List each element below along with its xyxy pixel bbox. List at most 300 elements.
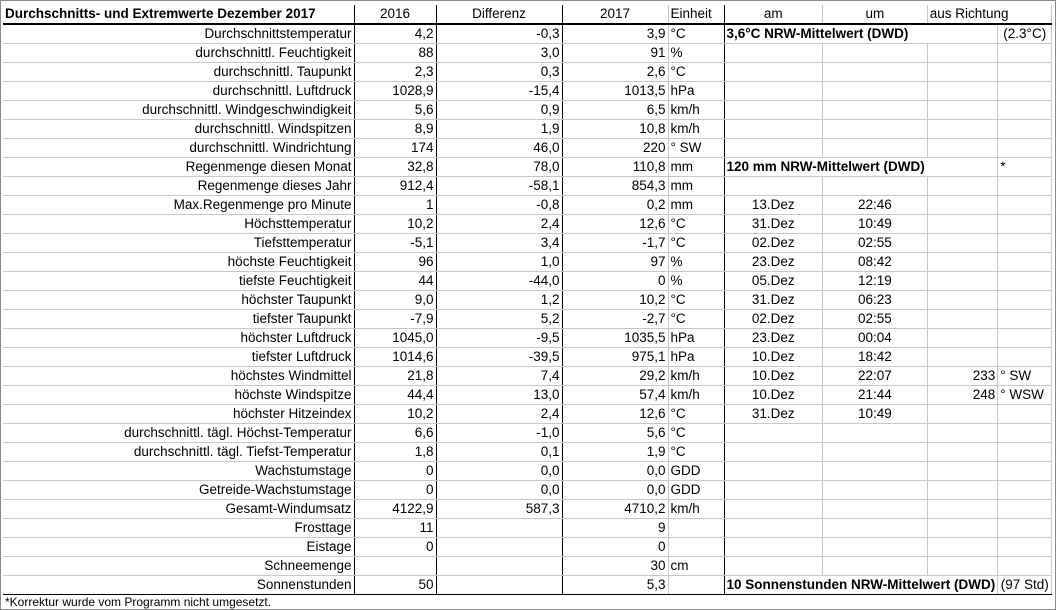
- value-unit: °C: [668, 424, 724, 443]
- value-2017: 97: [562, 253, 668, 272]
- value-date: 10.Dez: [724, 367, 823, 386]
- header-difference: Differenz: [436, 5, 562, 24]
- empty-cell: [927, 538, 997, 557]
- value-date: [724, 462, 823, 481]
- value-time: 02:55: [823, 234, 928, 253]
- empty-cell: [998, 253, 1052, 272]
- row-label: Frosttage: [3, 519, 354, 538]
- table-row: [3, 63, 1052, 82]
- direction-note: (97 Std): [998, 576, 1052, 595]
- value-2016: 1: [354, 196, 436, 215]
- empty-cell: [927, 557, 997, 576]
- row-label: durchschnittl. Luftdruck: [3, 82, 354, 101]
- value-difference: 0,1: [436, 443, 562, 462]
- value-time: [823, 462, 928, 481]
- row-label: durchschnittl. tägl. Höchst-Temperatur: [3, 424, 354, 443]
- row-label: tiefster Taupunkt: [3, 310, 354, 329]
- value-2016: -7,9: [354, 310, 436, 329]
- empty-cell: [998, 557, 1052, 576]
- row-label: Höchsttemperatur: [3, 215, 354, 234]
- value-2016: 0: [354, 462, 436, 481]
- value-2017: 0,0: [562, 462, 668, 481]
- value-time: 10:49: [823, 215, 928, 234]
- table-row: [3, 215, 1052, 234]
- value-2016: 96: [354, 253, 436, 272]
- value-date: [724, 177, 823, 196]
- row-label: Durchschnittstemperatur: [3, 24, 354, 44]
- dwd-note: 10 Sonnenstunden NRW-Mittelwert (DWD): [724, 576, 998, 595]
- empty-cell: [927, 424, 997, 443]
- value-2017: 220: [562, 139, 668, 158]
- value-difference: -39,5: [436, 348, 562, 367]
- value-2017: 6,5: [562, 101, 668, 120]
- value-time: [823, 519, 928, 538]
- empty-cell: [998, 82, 1052, 101]
- row-label: höchster Taupunkt: [3, 291, 354, 310]
- header-am: am: [724, 5, 823, 24]
- value-2017: 10,8: [562, 120, 668, 139]
- direction-text: ° WSW: [998, 386, 1052, 405]
- value-unit: hPa: [668, 348, 724, 367]
- value-difference: -44,0: [436, 272, 562, 291]
- value-difference: 7,4: [436, 367, 562, 386]
- value-time: [823, 44, 928, 63]
- empty-cell: [998, 120, 1052, 139]
- value-2016: 1028,9: [354, 82, 436, 101]
- value-2016: 44: [354, 272, 436, 291]
- table-row: [3, 538, 1052, 557]
- table-row: [3, 158, 1052, 177]
- value-unit: hPa: [668, 329, 724, 348]
- table-row: [3, 367, 1052, 386]
- value-unit: %: [668, 253, 724, 272]
- value-2017: 29,2: [562, 367, 668, 386]
- value-unit: km/h: [668, 101, 724, 120]
- value-date: [724, 538, 823, 557]
- value-unit: mm: [668, 196, 724, 215]
- value-date: [724, 139, 823, 158]
- value-time: [823, 538, 928, 557]
- value-difference: [436, 576, 562, 595]
- empty-cell: [998, 63, 1052, 82]
- value-difference: 0,3: [436, 63, 562, 82]
- footnote: *Korrektur wurde vom Programm nicht umgesetzt.: [5, 595, 272, 609]
- row-label: durchschnittl. Windgeschwindigkeit: [3, 101, 354, 120]
- value-2017: -1,7: [562, 234, 668, 253]
- table-row: [3, 177, 1052, 196]
- direction-note: (2.3°C): [998, 24, 1052, 44]
- value-difference: -1,0: [436, 424, 562, 443]
- value-date: 05.Dez: [724, 272, 823, 291]
- direction-text: ° SW: [998, 367, 1052, 386]
- value-time: [823, 481, 928, 500]
- row-label: höchstes Windmittel: [3, 367, 354, 386]
- value-time: [823, 101, 928, 120]
- value-2017: 0: [562, 272, 668, 291]
- value-date: [724, 63, 823, 82]
- value-unit: [668, 576, 724, 595]
- empty-cell: [998, 519, 1052, 538]
- value-time: [823, 63, 928, 82]
- value-2016: 1014,6: [354, 348, 436, 367]
- value-time: 06:23: [823, 291, 928, 310]
- row-label: Schneemenge: [3, 557, 354, 576]
- row-label: durchschnittl. Taupunkt: [3, 63, 354, 82]
- table-row: [3, 82, 1052, 101]
- row-label: höchster Hitzeindex: [3, 405, 354, 424]
- value-unit: °C: [668, 310, 724, 329]
- value-date: [724, 557, 823, 576]
- value-time: [823, 443, 928, 462]
- table-row: [3, 44, 1052, 63]
- value-unit: %: [668, 44, 724, 63]
- value-time: 00:04: [823, 329, 928, 348]
- value-difference: 0,0: [436, 481, 562, 500]
- value-unit: %: [668, 272, 724, 291]
- empty-cell: [927, 329, 997, 348]
- empty-cell: [998, 196, 1052, 215]
- row-label: Max.Regenmenge pro Minute: [3, 196, 354, 215]
- value-difference: -15,4: [436, 82, 562, 101]
- value-difference: 587,3: [436, 500, 562, 519]
- value-2016: 4122,9: [354, 500, 436, 519]
- value-unit: km/h: [668, 367, 724, 386]
- empty-cell: [998, 272, 1052, 291]
- value-2016: [354, 557, 436, 576]
- value-2017: 0,0: [562, 481, 668, 500]
- value-unit: km/h: [668, 500, 724, 519]
- value-2017: 110,8: [562, 158, 668, 177]
- value-date: 31.Dez: [724, 291, 823, 310]
- value-2016: 21,8: [354, 367, 436, 386]
- table-row: [3, 291, 1052, 310]
- row-label: tiefster Luftdruck: [3, 348, 354, 367]
- value-time: 10:49: [823, 405, 928, 424]
- row-label: Regenmenge diesen Monat: [3, 158, 354, 177]
- value-time: [823, 177, 928, 196]
- value-2017: 1035,5: [562, 329, 668, 348]
- value-2017: 9: [562, 519, 668, 538]
- value-2017: 5,3: [562, 576, 668, 595]
- table-row: [3, 253, 1052, 272]
- empty-cell: [927, 253, 997, 272]
- empty-cell: [927, 405, 997, 424]
- value-unit: ° SW: [668, 139, 724, 158]
- value-2017: 12,6: [562, 215, 668, 234]
- value-difference: 0,9: [436, 101, 562, 120]
- row-label: höchste Windspitze: [3, 386, 354, 405]
- value-2017: 0: [562, 538, 668, 557]
- value-unit: km/h: [668, 386, 724, 405]
- value-2016: 44,4: [354, 386, 436, 405]
- value-date: [724, 443, 823, 462]
- row-label: höchste Feuchtigkeit: [3, 253, 354, 272]
- table-row: [3, 443, 1052, 462]
- empty-cell: [927, 272, 997, 291]
- value-unit: hPa: [668, 82, 724, 101]
- header-um: um: [823, 5, 928, 24]
- table-row: [3, 424, 1052, 443]
- table-row: [3, 234, 1052, 253]
- value-difference: 2,4: [436, 215, 562, 234]
- value-2017: 57,4: [562, 386, 668, 405]
- value-time: 21:44: [823, 386, 928, 405]
- value-date: [724, 424, 823, 443]
- header-2016: 2016: [354, 5, 436, 24]
- value-2016: 50: [354, 576, 436, 595]
- row-label: durchschnittl. Windspitzen: [3, 120, 354, 139]
- row-label: durchschnittl. tägl. Tiefst-Temperatur: [3, 443, 354, 462]
- table-row: [3, 500, 1052, 519]
- value-unit: [668, 538, 724, 557]
- empty-cell: [927, 234, 997, 253]
- value-unit: °C: [668, 405, 724, 424]
- empty-cell: [927, 215, 997, 234]
- value-2016: 10,2: [354, 405, 436, 424]
- dwd-note: 120 mm NRW-Mittelwert (DWD): [724, 158, 998, 177]
- empty-cell: [998, 462, 1052, 481]
- value-time: 22:46: [823, 196, 928, 215]
- value-time: [823, 120, 928, 139]
- empty-cell: [927, 481, 997, 500]
- value-difference: -9,5: [436, 329, 562, 348]
- empty-cell: [927, 139, 997, 158]
- weather-table: [3, 5, 1052, 595]
- value-time: 18:42: [823, 348, 928, 367]
- row-label: durchschnittl. Windrichtung: [3, 139, 354, 158]
- value-2016: 174: [354, 139, 436, 158]
- header-unit: Einheit: [668, 5, 724, 24]
- value-date: 02.Dez: [724, 234, 823, 253]
- empty-cell: [998, 215, 1052, 234]
- value-difference: [436, 557, 562, 576]
- direction-degrees: 248: [927, 386, 997, 405]
- empty-cell: [998, 101, 1052, 120]
- row-label: durchschnittl. Feuchtigkeit: [3, 44, 354, 63]
- value-2016: 6,6: [354, 424, 436, 443]
- value-difference: 13,0: [436, 386, 562, 405]
- value-difference: 1,9: [436, 120, 562, 139]
- value-unit: km/h: [668, 120, 724, 139]
- row-label: Getreide-Wachstumstage: [3, 481, 354, 500]
- value-2017: 854,3: [562, 177, 668, 196]
- table-row: [3, 348, 1052, 367]
- value-2017: 12,6: [562, 405, 668, 424]
- table-row: [3, 139, 1052, 158]
- value-time: 12:19: [823, 272, 928, 291]
- value-date: 23.Dez: [724, 329, 823, 348]
- value-2017: 30: [562, 557, 668, 576]
- value-time: [823, 82, 928, 101]
- table-row: [3, 557, 1052, 576]
- header-2017: 2017: [562, 5, 668, 24]
- table-row: [3, 24, 1052, 44]
- empty-cell: [998, 443, 1052, 462]
- table-row: [3, 519, 1052, 538]
- value-unit: [668, 519, 724, 538]
- value-date: [724, 44, 823, 63]
- value-date: [724, 481, 823, 500]
- row-label: Wachstumstage: [3, 462, 354, 481]
- empty-cell: [927, 82, 997, 101]
- table-row: [3, 101, 1052, 120]
- value-2017: -2,7: [562, 310, 668, 329]
- row-label: Sonnenstunden: [3, 576, 354, 595]
- value-2016: 912,4: [354, 177, 436, 196]
- value-time: [823, 500, 928, 519]
- table-row: [3, 462, 1052, 481]
- value-2016: 8,9: [354, 120, 436, 139]
- empty-cell: [927, 443, 997, 462]
- value-unit: °C: [668, 24, 724, 44]
- empty-cell: [927, 348, 997, 367]
- empty-cell: [998, 44, 1052, 63]
- value-date: [724, 82, 823, 101]
- value-2017: 2,6: [562, 63, 668, 82]
- value-2017: 91: [562, 44, 668, 63]
- table-row: [3, 405, 1052, 424]
- table-row: [3, 120, 1052, 139]
- value-difference: 78,0: [436, 158, 562, 177]
- direction-degrees: 233: [927, 367, 997, 386]
- value-difference: 1,2: [436, 291, 562, 310]
- value-date: 10.Dez: [724, 348, 823, 367]
- value-difference: -0,8: [436, 196, 562, 215]
- row-label: Regenmenge dieses Jahr: [3, 177, 354, 196]
- value-time: [823, 557, 928, 576]
- header-direction: aus Richtung: [927, 5, 1051, 24]
- empty-cell: [927, 120, 997, 139]
- value-2016: 2,3: [354, 63, 436, 82]
- empty-cell: [927, 310, 997, 329]
- value-2016: 10,2: [354, 215, 436, 234]
- value-difference: 3,4: [436, 234, 562, 253]
- value-difference: 1,0: [436, 253, 562, 272]
- value-2016: 0: [354, 538, 436, 557]
- empty-cell: [998, 405, 1052, 424]
- empty-cell: [927, 462, 997, 481]
- empty-cell: [927, 177, 997, 196]
- table-row: [3, 310, 1052, 329]
- empty-cell: [927, 63, 997, 82]
- table-row: [3, 196, 1052, 215]
- value-date: [724, 101, 823, 120]
- value-time: [823, 424, 928, 443]
- value-unit: °C: [668, 291, 724, 310]
- empty-cell: [998, 310, 1052, 329]
- value-unit: °C: [668, 443, 724, 462]
- value-unit: °C: [668, 215, 724, 234]
- value-2016: -5,1: [354, 234, 436, 253]
- value-2017: 10,2: [562, 291, 668, 310]
- value-difference: -58,1: [436, 177, 562, 196]
- value-difference: 3,0: [436, 44, 562, 63]
- row-label: höchster Luftdruck: [3, 329, 354, 348]
- table-title: Durchschnitts- und Extremwerte Dezember 2017: [3, 5, 354, 24]
- value-2017: 1013,5: [562, 82, 668, 101]
- empty-cell: [998, 500, 1052, 519]
- value-2017: 5,6: [562, 424, 668, 443]
- value-unit: GDD: [668, 481, 724, 500]
- header-row: [3, 5, 1052, 24]
- value-2016: 88: [354, 44, 436, 63]
- table-row: [3, 386, 1052, 405]
- empty-cell: [998, 177, 1052, 196]
- empty-cell: [998, 424, 1052, 443]
- value-date: [724, 500, 823, 519]
- empty-cell: [927, 500, 997, 519]
- table-row: [3, 329, 1052, 348]
- empty-cell: [998, 348, 1052, 367]
- value-unit: cm: [668, 557, 724, 576]
- empty-cell: [998, 139, 1052, 158]
- empty-cell: [998, 329, 1052, 348]
- value-difference: 0,0: [436, 462, 562, 481]
- empty-cell: [998, 481, 1052, 500]
- value-time: 22:07: [823, 367, 928, 386]
- row-label: Tiefsttemperatur: [3, 234, 354, 253]
- value-unit: °C: [668, 234, 724, 253]
- value-difference: [436, 538, 562, 557]
- value-unit: GDD: [668, 462, 724, 481]
- value-2017: 975,1: [562, 348, 668, 367]
- value-2016: 11: [354, 519, 436, 538]
- value-date: 10.Dez: [724, 386, 823, 405]
- empty-cell: [927, 101, 997, 120]
- empty-cell: [998, 538, 1052, 557]
- value-2016: 1045,0: [354, 329, 436, 348]
- value-2017: 3,9: [562, 24, 668, 44]
- value-date: 02.Dez: [724, 310, 823, 329]
- value-difference: [436, 519, 562, 538]
- dwd-note: 3,6°C NRW-Mittelwert (DWD): [724, 24, 998, 44]
- value-time: 08:42: [823, 253, 928, 272]
- table-row: [3, 576, 1052, 595]
- value-2017: 1,9: [562, 443, 668, 462]
- value-2016: 4,2: [354, 24, 436, 44]
- value-date: 23.Dez: [724, 253, 823, 272]
- value-date: [724, 519, 823, 538]
- empty-cell: [927, 291, 997, 310]
- empty-cell: [927, 44, 997, 63]
- empty-cell: [927, 196, 997, 215]
- value-difference: 46,0: [436, 139, 562, 158]
- value-date: 13.Dez: [724, 196, 823, 215]
- value-difference: 5,2: [436, 310, 562, 329]
- value-date: [724, 120, 823, 139]
- value-date: 31.Dez: [724, 215, 823, 234]
- empty-cell: [998, 291, 1052, 310]
- value-date: 31.Dez: [724, 405, 823, 424]
- value-2016: 0: [354, 481, 436, 500]
- empty-cell: [998, 234, 1052, 253]
- value-2017: 4710,2: [562, 500, 668, 519]
- row-label: tiefste Feuchtigkeit: [3, 272, 354, 291]
- value-time: 02:55: [823, 310, 928, 329]
- value-2016: 32,8: [354, 158, 436, 177]
- table-row: [3, 272, 1052, 291]
- value-difference: -0,3: [436, 24, 562, 44]
- value-2017: 0,2: [562, 196, 668, 215]
- empty-cell: [927, 519, 997, 538]
- value-unit: mm: [668, 177, 724, 196]
- value-2016: 9,0: [354, 291, 436, 310]
- value-difference: 2,4: [436, 405, 562, 424]
- row-label: Gesamt-Windumsatz: [3, 500, 354, 519]
- value-2016: 5,6: [354, 101, 436, 120]
- value-time: [823, 139, 928, 158]
- table-row: [3, 481, 1052, 500]
